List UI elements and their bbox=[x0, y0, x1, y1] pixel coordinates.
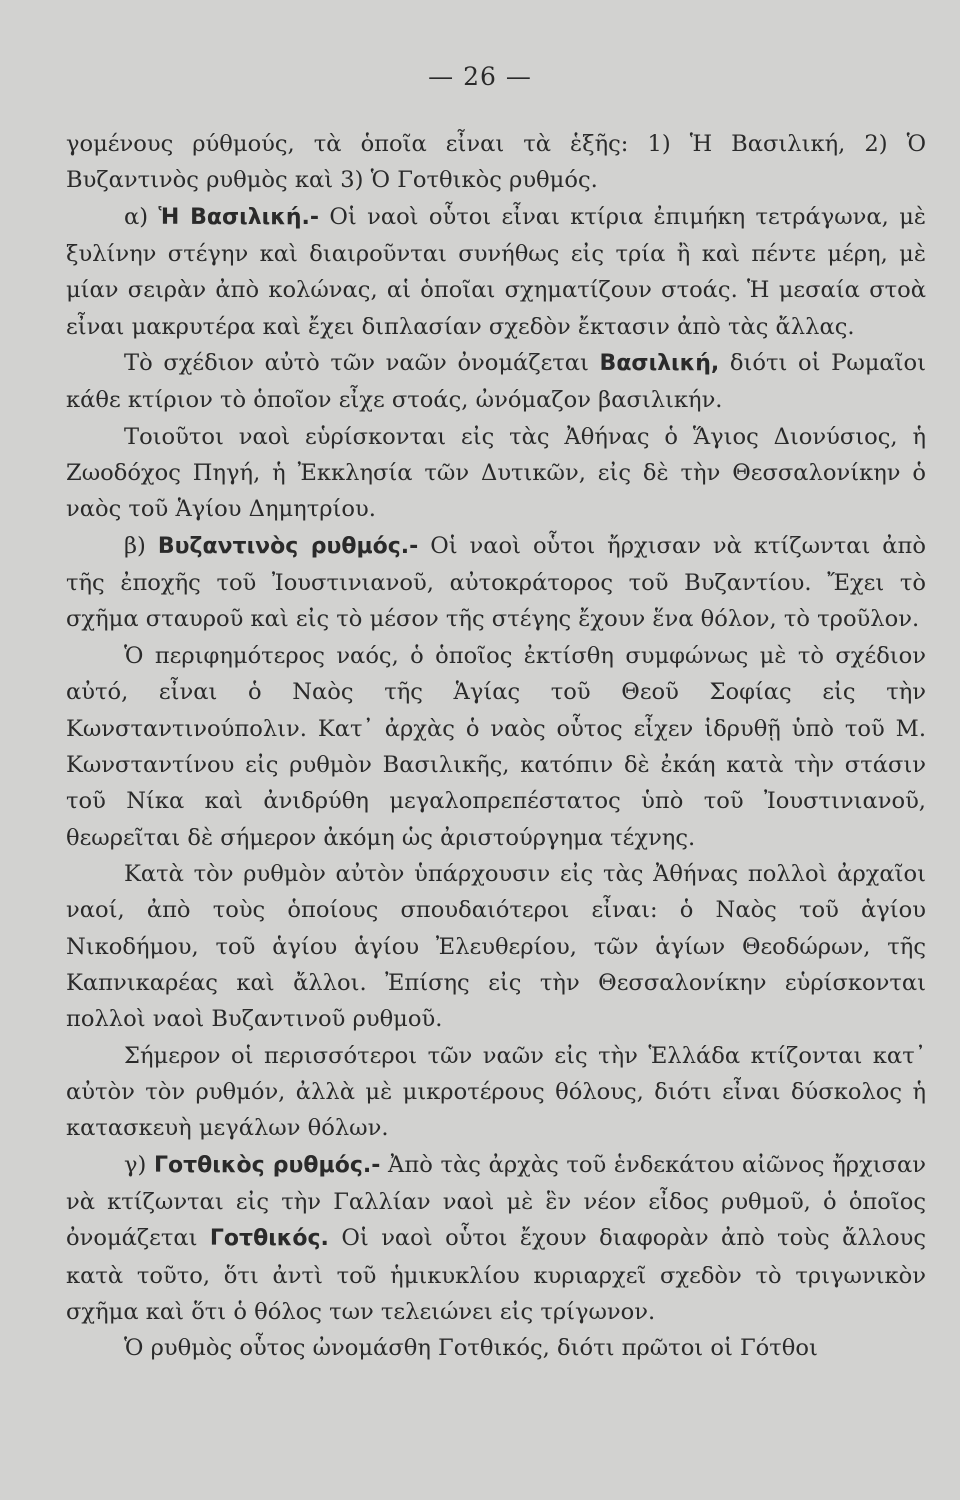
section-heading-basilica: Ἡ Βασιλική.- bbox=[158, 204, 320, 230]
paragraph-continuation bbox=[66, 126, 926, 199]
paragraph-text: Ὁ περιφημότερος ναός, ὁ ὁποῖος ἐκτίσθη συμφώνως μὲ τὸ σχέδιον αὐτό, εἶναι ὁ Ναὸς τῆς Ἁγίας τοῦ Θεοῦ Σοφίας εἰς τὴν Κωνσταντινούπολιν. Κατ᾽ ἀρχὰς ὁ ναὸς οὗτος εἶχεν ἱδρυθῇ ὑπὸ τοῦ Μ. Κωνσταντίνου εἰς ρυθμὸν Βασιλικῆς, κατόπιν δὲ ἐκάη κατὰ τὴν στάσιν τοῦ Νίκα καὶ ἀνιδρύθη μεγαλοπρεπέστατος ὑπὸ τοῦ Ἰουστινιανοῦ, θεωρεῖται δὲ σήμερον ἀκόμη ὡς ἀριστούργημα τέχνης. bbox=[66, 642, 926, 851]
paragraph-byzantine-examples bbox=[66, 856, 926, 1038]
section-marker: β) bbox=[124, 532, 158, 559]
paragraph-hagia-sophia bbox=[66, 638, 926, 856]
emphasis-gothic: Γοτθικός. bbox=[209, 1226, 329, 1252]
paragraph-text: Ἀπὸ τὰς ἀρχὰς τοῦ ἑνδεκάτου αἰῶνος ἤρχισαν νὰ κτίζωνται εἰς τὴν Γαλλίαν ναοὶ μὲ ἓν νέον εἶδος ρυθμοῦ, ὁ ὁποῖος ὀνομάζεται bbox=[66, 1151, 926, 1252]
paragraph-text: Κατὰ τὸν ρυθμὸν αὐτὸν ὑπάρχουσιν εἰς τὰς Ἀθήνας πολλοὶ ἀρχαῖοι ναοί, ἀπὸ τοὺς ὁποίους σπουδαιότεροι εἶναι: ὁ Ναὸς τοῦ ἁγίου Νικοδήμου, τοῦ ἁγίου ἁγίου Ἐλευθερίου, τῶν ἁγίων Θεοδώρων, τῆς Καπνικαρέας καὶ ἄλλοι. Ἐπίσης εἰς τὴν Θεσσαλονίκην εὑρίσκονται πολλοὶ ναοὶ Βυζαντινοῦ ρυθμοῦ. bbox=[66, 860, 926, 1033]
paragraph-text: Οἱ ναοὶ οὗτοι ἔχουν διαφορὰν ἀπὸ τοὺς ἄλλους κατὰ τοῦτο, ὅτι ἀντὶ τοῦ ἡμικυκλίου κυριαρχεῖ σχεδὸν τὸ τριγωνικὸν σχῆμα καὶ ὅτι ὁ θόλος των τελειώνει εἰς τρίγωνον. bbox=[66, 1225, 927, 1325]
paragraph-byzantine bbox=[66, 528, 926, 638]
section-heading-byzantine: Βυζαντινὸς ρυθμός.- bbox=[157, 533, 419, 559]
section-marker: γ) bbox=[124, 1151, 154, 1178]
page-number: — 26 — bbox=[428, 62, 532, 91]
paragraph-gothic bbox=[66, 1147, 926, 1331]
paragraph-basilica-examples bbox=[66, 419, 926, 528]
paragraph-gothic-name bbox=[66, 1330, 926, 1366]
paragraph-text: γομένους ρύθμούς, τὰ ὁποῖα εἶναι τὰ ἑξῆς: 1) Ἡ Βασιλική, 2) Ὁ Βυζαντινὸς ρυθμὸς καὶ 3) Ὁ Γοτθικὸς ρυθμός. bbox=[66, 131, 926, 194]
paragraph-text: Οἱ ναοὶ οὗτοι ἤρχισαν νὰ κτίζωνται ἀπὸ τῆς ἐποχῆς τοῦ Ἰουστινιανοῦ, αὐτοκράτορος τοῦ Βυζαντίου. Ἔχει τὸ σχῆμα σταυροῦ καὶ εἰς τὸ μέσον τῆς στέγης ἔχουν ἕνα θόλον, τὸ τροῦλον. bbox=[66, 532, 926, 633]
paragraph-text: Οἱ ναοὶ οὗτοι εἶναι κτίρια ἐπιμήκη τετράγωνα, μὲ ξυλίνην στέγην καὶ διαιροῦνται συνήθως εἰς τρία ἢ καὶ πέντε μέρη, μὲ μίαν σειρὰν ἀπὸ κολώνας, αἱ ὁποῖαι σχηματίζουν στοάς. Ἡ μεσαία στοὰ εἶναι μακρυτέρα καὶ ἔχει διπλασίαν σχεδὸν ἔκτασιν ἀπὸ τὰς ἄλλας. bbox=[66, 203, 927, 340]
paragraph-text: Σήμερον οἱ περισσότεροι τῶν ναῶν εἰς τὴν Ἑλλάδα κτίζονται κατ᾽ αὐτὸν τὸν ρυθμόν, ἀλλὰ μὲ μικροτέρους θόλους, διότι εἶναι δύσκολος ἡ κατασκευὴ μεγάλων θόλων. bbox=[66, 1042, 926, 1142]
paragraph-basilica-name bbox=[66, 345, 926, 419]
paragraph-text: Τὸ σχέδιον αὐτὸ τῶν ναῶν ὀνομάζεται bbox=[124, 350, 600, 377]
section-marker: α) bbox=[124, 203, 159, 230]
emphasis-basilica: Βασιλική, bbox=[599, 351, 720, 377]
section-heading-gothic: Γοτθικὸς ρυθμός.- bbox=[154, 1152, 381, 1178]
paragraph-text: Ὁ ρυθμὸς οὗτος ὠνομάσθη Γοτθικός, διότι πρῶτοι οἱ Γότθοι bbox=[124, 1335, 818, 1362]
paragraph-text: διότι οἱ Ρωμαῖοι κάθε κτίριον τὸ ὁποῖον εἶχε στοάς, ὠνόμαζον βασιλικήν. bbox=[66, 350, 926, 414]
paragraph-today bbox=[66, 1038, 926, 1147]
paragraph-basilica bbox=[66, 199, 926, 345]
body-text bbox=[66, 126, 926, 1367]
paragraph-text: Τοιοῦτοι ναοὶ εὑρίσκονται εἰς τὰς Ἀθήνας ὁ Ἅγιος Διονύσιος, ἡ Ζωοδόχος Πηγή, ἡ Ἐκκλησία τῶν Δυτικῶν, εἰς δὲ τὴν Θεσσαλονίκην ὁ ναὸς τοῦ Ἁγίου Δημητρίου. bbox=[66, 423, 926, 523]
